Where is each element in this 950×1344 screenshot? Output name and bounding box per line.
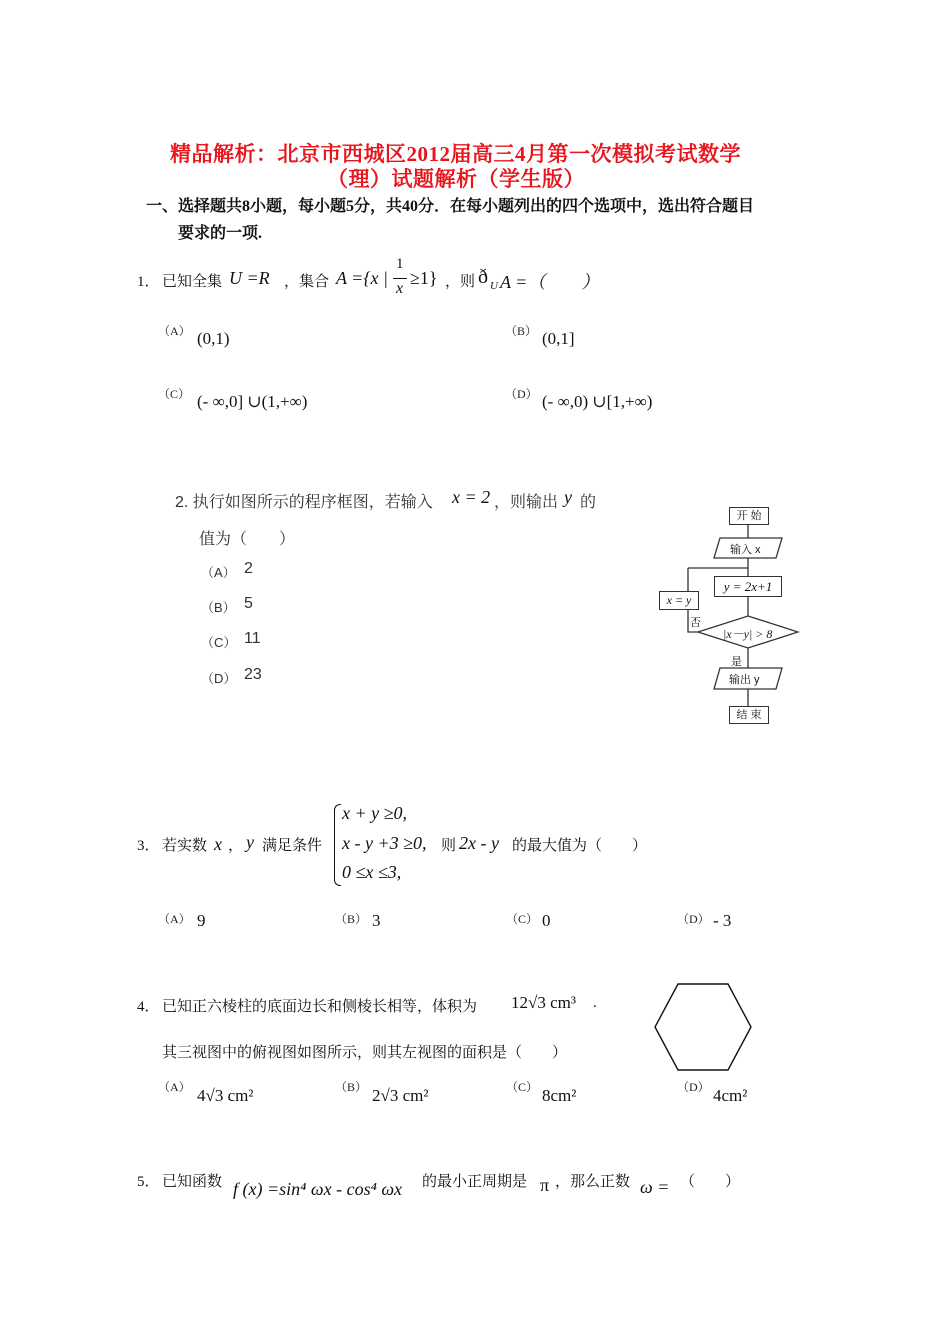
q4-line2: 其三视图中的俯视图如图所示，则其左视图的面积是（ ） bbox=[162, 1045, 568, 1061]
q2-option-a-tag: （A） bbox=[201, 565, 236, 580]
q1-option-c-value: (- ∞,0] ∪(1,+∞) bbox=[197, 392, 308, 411]
q5-omega: ω = bbox=[640, 1177, 670, 1197]
flowchart-no-label: 否 bbox=[690, 617, 701, 629]
q3-constraint-2: x - y +3 ≥0, bbox=[342, 833, 427, 853]
q2-line1-a: 2. 执行如图所示的程序框图，若输入 bbox=[175, 494, 433, 511]
q1-number: 1． bbox=[137, 274, 160, 290]
q1-set-a: A ={x | bbox=[336, 268, 388, 288]
page-title-line2: （理）试题解析（学生版） bbox=[327, 167, 585, 191]
flowchart-output-text: 输出 y bbox=[729, 674, 760, 686]
q3-option-d-value: - 3 bbox=[713, 911, 732, 930]
q1-fraction-bar bbox=[393, 278, 407, 279]
q5-stem-c: ，那么正数 bbox=[555, 1174, 631, 1190]
q2-option-b-value: 5 bbox=[244, 595, 253, 612]
q4-option-c-value: 8cm² bbox=[542, 1086, 577, 1105]
q4-volume: 12√3 cm³ bbox=[511, 993, 576, 1012]
q1-fraction-denominator: x bbox=[396, 280, 404, 297]
q3-var-x: x bbox=[214, 834, 222, 854]
q3-separator: ， bbox=[228, 838, 244, 854]
flowchart-swap: x = y bbox=[659, 591, 699, 610]
q3-option-b-tag: （B） bbox=[335, 912, 368, 926]
q4-option-d-value: 4cm² bbox=[713, 1086, 748, 1105]
q3-objective: 2x - y bbox=[459, 833, 499, 853]
q3-option-c-value: 0 bbox=[542, 911, 551, 930]
q3-stem-d: 的最大值为（ ） bbox=[512, 838, 648, 854]
q5-stem-b: 的最小正周期是 bbox=[422, 1174, 528, 1190]
q2-input-x: x = 2 bbox=[452, 487, 491, 507]
flowchart-start: 开 始 bbox=[729, 507, 769, 525]
q1-set-b: ≥1} bbox=[410, 268, 438, 288]
q3-option-a-tag: （A） bbox=[158, 912, 191, 926]
q1-option-a-value: (0,1) bbox=[197, 329, 230, 348]
section-heading-line1: 一、选择题共8小题，每小题5分，共40分．在每小题列出的四个选项中，选出符合题目 bbox=[146, 198, 755, 215]
q5-stem-a: 已知函数 bbox=[162, 1174, 223, 1190]
flowchart-end: 结 束 bbox=[729, 706, 769, 724]
flowchart-connectors bbox=[650, 500, 800, 730]
q2-line2: 值为（ ） bbox=[199, 531, 296, 548]
flowchart-yes-label: 是 bbox=[731, 656, 742, 668]
q1-option-a-tag: （A） bbox=[158, 324, 191, 338]
q3-constraint-3: 0 ≤x ≤3, bbox=[342, 862, 402, 882]
q5-function: f (x) =sin⁴ ωx - cos⁴ ωx bbox=[233, 1179, 403, 1199]
q5-number: 5． bbox=[137, 1174, 160, 1190]
flowchart-input-text: 输入 x bbox=[730, 544, 761, 556]
q2-option-d-tag: （D） bbox=[201, 671, 237, 686]
q1-fraction-numerator: 1 bbox=[396, 256, 404, 272]
q3-brace bbox=[334, 804, 341, 886]
q4-option-a-tag: （A） bbox=[158, 1080, 191, 1094]
section-heading-line2: 要求的一项. bbox=[178, 225, 263, 242]
q3-var-y: y bbox=[246, 832, 254, 852]
q3-option-a-value: 9 bbox=[197, 911, 206, 930]
q1-option-b-tag: （B） bbox=[505, 324, 538, 338]
q1-option-d-value: (- ∞,0) ∪[1,+∞) bbox=[542, 392, 653, 411]
q3-stem-c: 则 bbox=[441, 838, 457, 854]
q1-option-d-tag: （D） bbox=[505, 387, 538, 401]
q3-option-b-value: 3 bbox=[372, 911, 381, 930]
q1-stem-a: 已知全集 bbox=[162, 274, 223, 290]
q4-stem-a: 已知正六棱柱的底面边长和侧棱长相等，体积为 bbox=[162, 999, 478, 1015]
q4-option-a-value: 4√3 cm² bbox=[197, 1086, 254, 1105]
q3-constraint-1: x + y ≥0, bbox=[342, 803, 408, 823]
q1-complement-symbol: ð bbox=[478, 266, 488, 288]
q2-option-b-tag: （B） bbox=[201, 600, 236, 615]
q4-option-d-tag: （D） bbox=[677, 1080, 710, 1094]
q3-number: 3． bbox=[137, 838, 160, 854]
q4-stem-b: . bbox=[593, 995, 597, 1011]
q2-option-c-value: 11 bbox=[244, 630, 261, 647]
q1-stem-c: ，则 bbox=[445, 274, 476, 290]
q2-output-y: y bbox=[564, 487, 572, 507]
q3-stem-a: 若实数 bbox=[162, 838, 208, 854]
flowchart-assign: y = 2x+1 bbox=[714, 576, 782, 597]
q4-option-b-tag: （B） bbox=[335, 1080, 368, 1094]
q4-option-c-tag: （C） bbox=[506, 1080, 539, 1094]
q3-option-d-tag: （D） bbox=[677, 912, 710, 926]
q1-complement-subscript: U bbox=[490, 280, 498, 292]
q2-option-c-tag: （C） bbox=[201, 635, 237, 650]
q2-line1-b: ，则输出 bbox=[494, 494, 559, 511]
flowchart-condition-text: |x－y| > 8 bbox=[723, 627, 773, 641]
q1-stem-b: ，集合 bbox=[284, 274, 330, 290]
q3-option-c-tag: （C） bbox=[506, 912, 539, 926]
page-title-line1: 精品解析：北京市西城区2012届高三4月第一次模拟考试数学 bbox=[170, 142, 741, 166]
q5-tail: （ ） bbox=[680, 1174, 741, 1190]
q2-line1-c: 的 bbox=[580, 494, 597, 511]
q4-option-b-value: 2√3 cm² bbox=[372, 1086, 429, 1105]
q4-hexagon-top-view bbox=[652, 982, 754, 1072]
q1-tail: A =（ ） bbox=[500, 272, 600, 292]
q2-option-a-value: 2 bbox=[244, 560, 253, 577]
q1-universal-set: U =R bbox=[229, 268, 270, 288]
q4-number: 4． bbox=[137, 999, 160, 1015]
q1-option-c-tag: （C） bbox=[158, 387, 191, 401]
q2-option-d-value: 23 bbox=[244, 666, 262, 683]
q5-pi: π bbox=[540, 1175, 550, 1195]
q1-option-b-value: (0,1] bbox=[542, 329, 575, 348]
q3-stem-b: 满足条件 bbox=[262, 838, 323, 854]
